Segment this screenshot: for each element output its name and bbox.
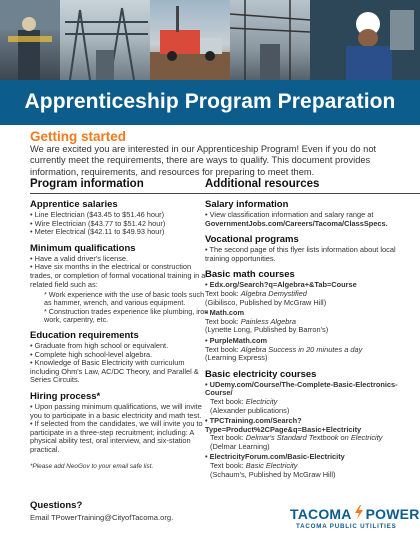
additional-resources-column	[205, 178, 420, 479]
math-textbook: Text book: Algebra Success in 20 minutes a day	[205, 344, 363, 354]
hiring-item: • Upon passing minimum qualifications, we will invite you to participate in a basic electricity and math test.	[30, 401, 202, 420]
questions-email[interactable]: Email TPowerTraining@CityofTacoma.org.	[30, 513, 174, 522]
lightning-bolt-icon	[354, 505, 364, 522]
getting-started-heading: Getting started	[30, 129, 127, 144]
math-course-link[interactable]: • PurpleMath.com	[205, 335, 268, 345]
photo-power-lines	[230, 0, 310, 80]
electricity-course-link[interactable]: • TPCTraining.com/Search?Type=Product%2CPage&q=Basic+Electricity	[205, 416, 362, 434]
photo-electrician-hardhat	[310, 0, 420, 80]
salary-item: • Meter Electrical ($42.11 to $49.93 hour)	[30, 227, 165, 237]
qualification-item: • Have a valid driver's license.	[30, 253, 129, 263]
qualification-item: • Have six months in the electrical or construction trades, or completion of formal vocational training in a related field such as:	[30, 262, 206, 289]
salary-info-heading: Salary information	[205, 199, 289, 210]
title-banner	[0, 80, 420, 125]
education-item: • Knowledge of Basic Electricity with curriculum including Ohm's Law, AC/DC Theory, and Parallel & Series Circuits.	[30, 358, 199, 385]
math-heading: Basic math courses	[205, 269, 295, 281]
qualification-sub-item: * Construction trades experience like plumbing, iron work, carpentry, etc.	[44, 306, 209, 324]
program-information-column	[30, 178, 210, 470]
safe-list-note: *Please add NeoGov to your email safe list.	[30, 462, 154, 470]
electricity-textbook: Text book: Delmar's Standard Textbook on Electricity	[210, 433, 383, 443]
program-information-heading: Program information	[30, 178, 210, 194]
math-course-link[interactable]: • Math.com	[205, 308, 245, 318]
electricity-course-link[interactable]: • ElectricityForum.com/Basic-Electricity	[205, 452, 345, 462]
salary-info-link[interactable]: GovernmentJobs.com/Careers/Tacoma/ClassSpecs.	[205, 218, 388, 228]
math-publisher: (Lynette Long, Published by Barron's)	[205, 325, 329, 335]
math-publisher: (Gibilisco, Published by McGraw Hill)	[205, 297, 327, 307]
electricity-publisher: (Delmar Learning)	[210, 441, 270, 451]
logo-wordmark	[290, 505, 420, 522]
salary-item: • Wire Electrician ($43.77 to $51.42 hour)	[30, 218, 166, 228]
textbook-title: Delmar's Standard Textbook on Electricity	[245, 433, 383, 443]
electricity-course-link[interactable]: • UDemy.com/Course/The-Complete-Basic-Electronics-Course/	[205, 379, 398, 398]
math-publisher: (Learning Express)	[205, 353, 268, 363]
education-heading: Education requirements	[30, 329, 139, 341]
textbook-title: Basic Electricity	[245, 461, 298, 471]
getting-started-text: We are excited you are interested in our Apprenticeship Program! Even if you do not currently meet the requirements, there are ways to qualify. This document provides information, requirements, and resources for preparing to meet them.	[30, 144, 377, 177]
hiring-heading: Hiring process*	[30, 390, 101, 402]
tacoma-power-logo	[290, 505, 420, 530]
electricity-publisher: (Alexander publications)	[210, 405, 290, 415]
textbook-title: Algebra Success in 20 minutes a day	[240, 344, 363, 354]
header-photo-strip	[0, 0, 420, 80]
salary-item: • Line Electrician ($43.45 to $51.46 hour)	[30, 210, 165, 219]
textbook-title: Algebra Demystified	[240, 288, 307, 298]
vocational-heading: Vocational programs	[205, 234, 299, 246]
questions-heading: Questions?	[30, 500, 83, 511]
hiring-item: • If selected from the candidates, we will invite you to participate in a three-step recruitment; including: A physical ability test, oral interview, and six-station practical.	[30, 419, 203, 454]
qualification-sub-item: * Work experience with the use of basic tools such as hammer, wrench, and various equipment.	[44, 290, 205, 308]
vocational-text: • The second page of this flyer lists information about local training opportunities.	[205, 245, 396, 263]
salaries-heading: Apprentice salaries	[30, 199, 118, 210]
education-item: • Complete high school-level algebra.	[30, 349, 153, 359]
math-textbook: Text book: Painless Algebra	[205, 316, 296, 326]
qualifications-heading: Minimum qualifications	[30, 242, 136, 254]
electricity-publisher: (Schaum's, Published by McGraw Hill)	[210, 469, 336, 479]
page-title: Apprenticeship Program Preparation	[24, 90, 396, 113]
electricity-textbook: Text book: Basic Electricity	[210, 461, 298, 471]
electricity-heading: Basic electricity courses	[205, 368, 317, 380]
photo-workers-truck	[150, 0, 230, 80]
photo-substation	[60, 0, 150, 80]
questions-block	[30, 500, 173, 522]
education-item: • Graduate from high school or equivalent.	[30, 340, 169, 350]
textbook-title: Electricity	[245, 396, 278, 406]
logo-subtitle: TACOMA PUBLIC UTILITIES	[296, 523, 397, 530]
logo-word-right: POWER	[365, 505, 420, 522]
textbook-title: Painless Algebra	[240, 316, 296, 326]
salary-info-text: • View classification information and salary range at	[205, 210, 374, 219]
math-textbook: Text book: Algebra Demystified	[205, 288, 307, 298]
logo-word-left: TACOMA	[290, 505, 352, 522]
math-course-link[interactable]: • Edx.org/Search?q=Algebra+&Tab=Course	[205, 280, 357, 290]
additional-resources-heading: Additional resources	[205, 178, 420, 194]
electricity-textbook: Text book: Electricity	[210, 396, 278, 406]
photo-lineworker	[0, 0, 60, 80]
